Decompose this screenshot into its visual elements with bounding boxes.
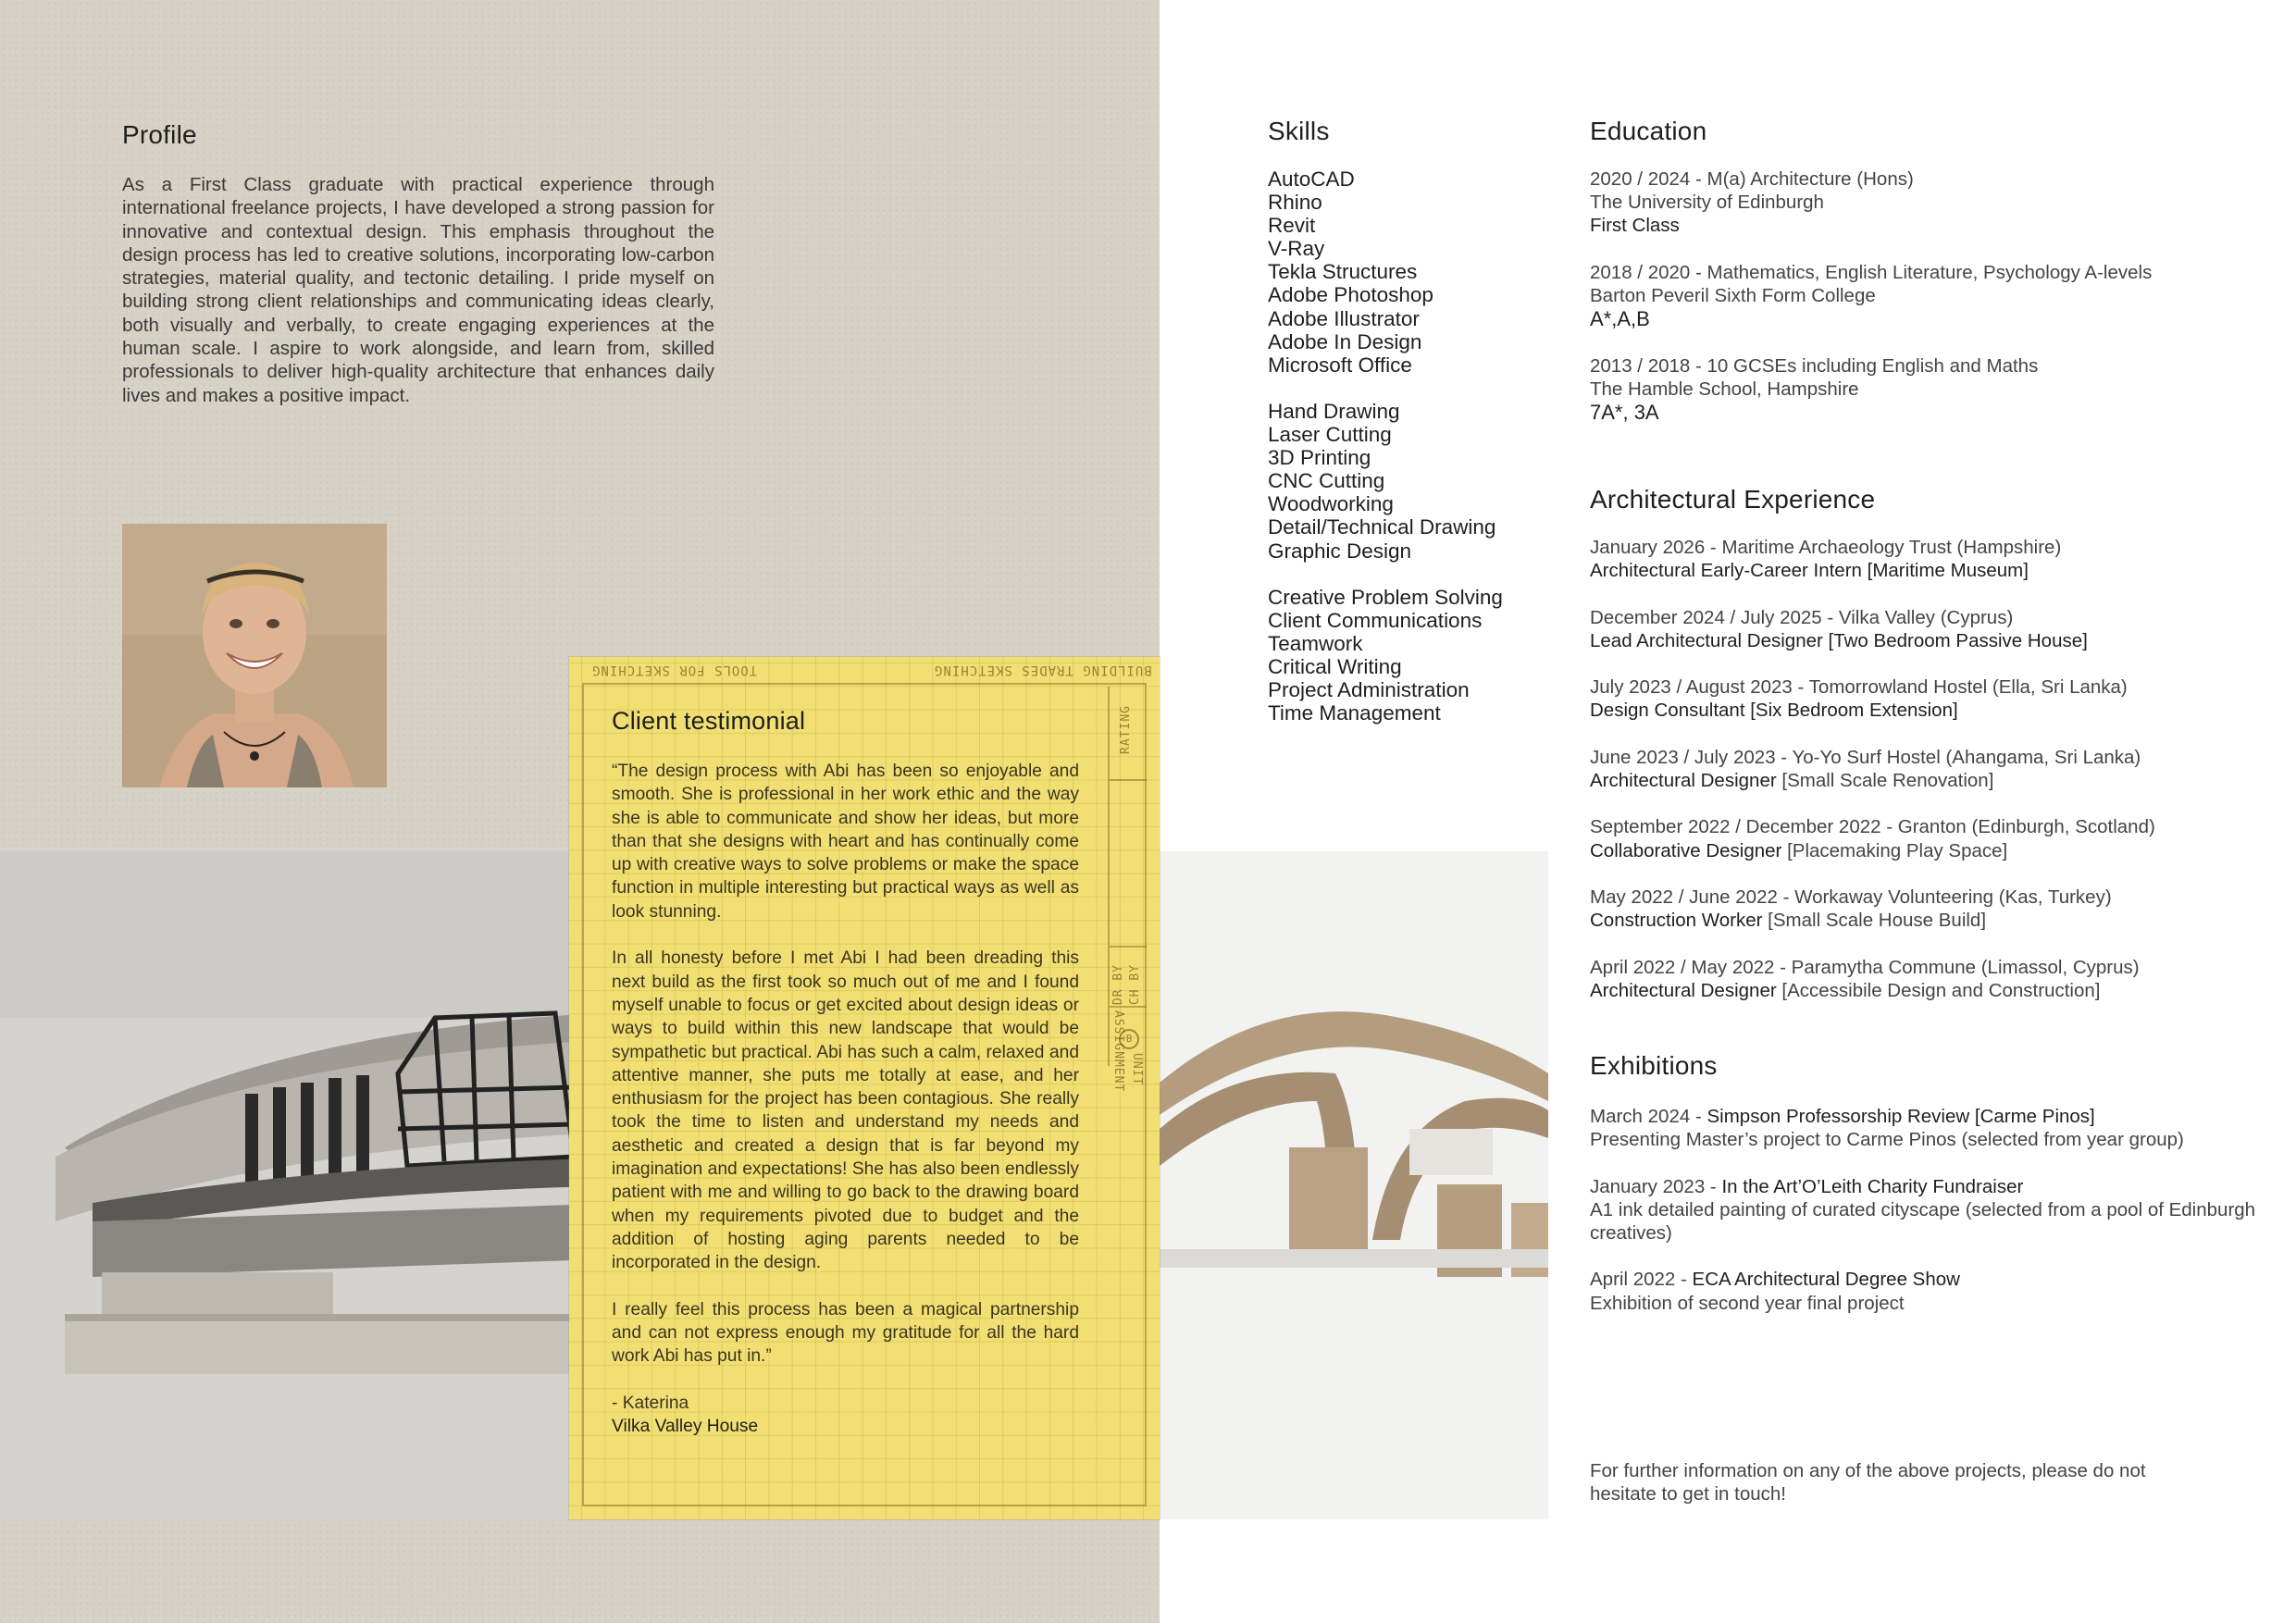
exhibition-date: March 2024 - [1590,1106,1707,1127]
skill-item: Graphic Design [1268,539,1412,563]
education-list [1590,167,2256,447]
education-grade: 7A*, 3A [1590,401,1659,424]
side-label-ch-by: CH BY [1128,964,1142,1006]
skill-item: CNC Cutting [1268,469,1385,493]
experience-dates-place: September 2022 / December 2022 - Granton (Edinburgh, Scotland) [1590,816,2155,838]
skill-item: Revit [1268,214,1316,238]
side-divider [1110,946,1147,948]
exhibition-name: ECA Architectural Degree Show [1692,1269,1960,1291]
side-divider [1110,1006,1147,1008]
experience-entry [1590,536,2256,582]
profile-heading: Profile [122,120,197,149]
education-entry [1590,167,2256,238]
experience-list [1590,536,2256,1025]
testimonial-signature-project: Vilka Valley House [612,1417,759,1437]
skill-item: Teamwork [1268,631,1363,655]
education-institution: Barton Peveril Sixth Form College [1590,285,1876,306]
experience-dates-place: June 2023 / July 2023 - Yo-Yo Surf Hostel (Ahangama, Sri Lanka) [1590,746,2141,768]
skills-making-group [1268,400,1503,563]
experience-entry [1590,675,2256,722]
experience-project: [Maritime Museum] [1861,560,2029,582]
skill-item: Creative Problem Solving [1268,585,1503,609]
exhibitions-heading: Exhibitions [1590,1051,1718,1080]
experience-dates-place: April 2022 / May 2022 - Paramytha Commune (Limassol, Cyprus) [1590,956,2140,978]
education-institution: The Hamble School, Hampshire [1590,378,1859,400]
experience-entry [1590,815,2256,861]
skill-item: Critical Writing [1268,654,1402,678]
experience-dates-place: January 2026 - Maritime Archaeology Trust (Hampshire) [1590,537,2062,558]
skills-software-group [1268,167,1503,377]
side-label-dr-by: DR BY [1111,964,1125,1006]
education-entry [1590,261,2256,331]
skill-item: Time Management [1268,701,1441,725]
skill-item: Tekla Structures [1268,260,1418,284]
testimonial-paragraph: I really feel this process has been a magical partnership and can not express enough my gratitude for all the hard work Abi has put in.” [612,1299,1079,1367]
experience-role: Collaborative Designer [1590,839,1782,861]
experience-entry [1590,886,2256,932]
exhibition-entry [1590,1105,2256,1151]
side-label-assignment: ASSIGNMENT [1111,1010,1125,1093]
experience-project: [Six Bedroom Extension] [1744,700,1958,722]
experience-heading: Architectural Experience [1590,485,1876,514]
skill-item: V-Ray [1268,237,1325,261]
side-label-unit: UNIT [1130,1053,1144,1086]
experience-entry [1590,606,2256,652]
experience-dates-place: May 2022 / June 2022 - Workaway Volunteering (Kas, Turkey) [1590,886,2112,908]
testimonial-paragraph: In all honesty before I met Abi I had been dreading this next build as the first took so much out of me and I found myself unable to focus or get excited about design ideas or ways to build within this new landscape that would be sympathetic but practical. Abi has such a calm, relaxed and attentive manner, she puts me totally at ease, and her enthusiasm for the project has been contagious. She really took the time to listen and understand my needs and aesthetic and created a design that is far beyond my imagination and expectations! She has also been endlessly patient with me and willing to go back to the drawing board when my requirements pivoted due to budget and the addition of hosting aging parents needed to be incorporated in the design. [612,948,1079,1273]
exhibitions-list [1590,1105,2256,1338]
testimonial-card [569,657,1160,1519]
experience-role: Architectural Early-Career Intern [1590,560,1862,582]
education-dates-course: 2020 / 2024 - M(a) Architecture (Hons) [1590,168,1914,190]
card-side-panel [1108,687,1147,1093]
skill-item: Adobe Illustrator [1268,306,1420,330]
architectural-model-photo-right [1160,851,1548,1519]
side-label-rating: RATING [1119,705,1133,754]
experience-role: Design Consultant [1590,700,1745,722]
experience-role: Lead Architectural Designer [1590,629,1823,651]
exhibition-name: In the Art’O’Leith Charity Fundraiser [1721,1175,2024,1197]
skill-item: Woodworking [1268,492,1394,516]
exhibition-entry [1590,1175,2256,1245]
experience-project: [Accessibile Design and Construction] [1776,979,2101,1001]
exhibition-date: April 2022 - [1590,1269,1693,1291]
skill-item: Hand Drawing [1268,399,1400,423]
skill-item: Detail/Technical Drawing [1268,515,1496,539]
education-dates-course: 2013 / 2018 - 10 GCSEs including English and Maths [1590,354,2039,377]
portrait-photo [122,524,387,787]
card-header-right: BUILDING TRADES SKETCHING [934,663,1152,677]
education-grade: First Class [1590,215,1680,237]
experience-entry [1590,956,2256,1002]
skill-item: Client Communications [1268,608,1483,632]
skills-soft-group [1268,586,1503,725]
experience-project: [Small Scale Renovation] [1776,769,1994,791]
skill-item: 3D Printing [1268,446,1371,470]
experience-dates-place: July 2023 / August 2023 - Tomorrowland Hostel (Ella, Sri Lanka) [1590,676,2128,699]
side-circle-badge: B [1119,1029,1139,1049]
exhibition-date: January 2023 - [1590,1175,1722,1197]
skill-item: Adobe In Design [1268,329,1422,353]
exhibition-description: A1 ink detailed painting of curated cityscape (selected from a pool of Edinburgh creatives) [1590,1198,2256,1244]
experience-project: [Small Scale House Build] [1762,910,1987,932]
experience-entry [1590,746,2256,792]
skills-list [1268,167,1503,748]
card-header-left: TOOLS FOR SKETCHING [591,663,758,677]
skill-item: Laser Cutting [1268,423,1392,447]
profile-paragraph: As a First Class graduate with practical experience through international freelance projects, I have developed a strong passion for innovative and contextual design. This emphasis throughout the design process has led to creative solutions, incorporating low-carbon strategies, material quality, and tectonic detailing. I pride myself on building strong client relationships and communicating ideas clearly, both visually and verbally, to create engaging experiences at the human scale. I aspire to work alongside, and learn from, skilled professionals to deliver high-quality architecture that enhances daily lives and makes a positive impact. [122,174,714,406]
experience-role: Construction Worker [1590,910,1763,932]
education-grade: A*,A,B [1590,307,1650,331]
experience-project: [Two Bedroom Passive House] [1822,629,2088,651]
education-heading: Education [1590,117,1707,145]
experience-project: [Placemaking Play Space] [1781,839,2008,861]
education-institution: The University of Edinburgh [1590,192,1824,214]
experience-role: Architectural Designer [1590,979,1777,1001]
skill-item: Project Administration [1268,678,1470,702]
exhibition-entry [1590,1268,2256,1314]
testimonial-heading: Client testimonial [612,707,806,735]
skill-item: Adobe Photoshop [1268,283,1433,307]
skills-heading: Skills [1268,117,1330,145]
skill-item: Microsoft Office [1268,353,1412,377]
side-divider [1110,779,1147,781]
contact-footer-note: For further information on any of the above projects, please do not hesitate to get in touch! [1590,1460,2146,1505]
testimonial-paragraph: “The design process with Abi has been so enjoyable and smooth. She is professional in her work ethic and the way she is able to communicate and show her ideas, but more than that she designs with heart and has continually come up with creative ways to solve problems or make the space function in multiple interesting but practical ways as well as look stunning. [612,762,1079,922]
exhibition-description: Exhibition of second year final project [1590,1292,1905,1314]
testimonial-body [612,760,1079,1439]
experience-dates-place: December 2024 / July 2025 - Vilka Valley (Cyprus) [1590,606,2014,628]
skill-item: Rhino [1268,191,1322,215]
exhibition-name: Simpson Professorship Review [Carme Pinos] [1706,1106,2095,1127]
testimonial-signature-name: - Katerina [612,1394,689,1414]
education-dates-course: 2018 / 2020 - Mathematics, English Literature, Psychology A-levels [1590,261,2153,283]
skill-item: AutoCAD [1268,167,1355,191]
education-entry [1590,354,2256,425]
experience-role: Architectural Designer [1590,769,1777,791]
exhibition-description: Presenting Master’s project to Carme Pinos (selected from year group) [1590,1129,2184,1151]
